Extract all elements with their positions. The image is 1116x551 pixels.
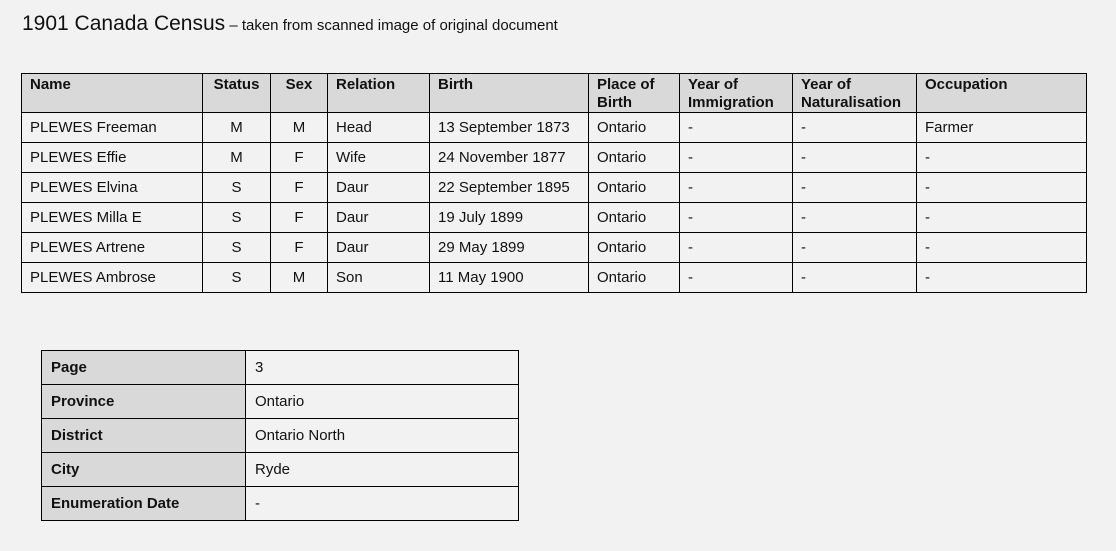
cell-status: S [203, 233, 271, 263]
cell-name: PLEWES Ambrose [22, 263, 203, 293]
table-row [22, 113, 1087, 143]
cell-sex: M [271, 263, 328, 293]
details-label: District [42, 419, 246, 453]
cell-year-of-naturalisation: - [793, 233, 917, 263]
details-row-enumeration-date [42, 487, 519, 521]
cell-birth: 13 September 1873 [430, 113, 589, 143]
cell-occupation: - [917, 203, 1087, 233]
cell-relation: Daur [328, 233, 430, 263]
table-row [22, 173, 1087, 203]
cell-sex: F [271, 143, 328, 173]
cell-place-of-birth: Ontario [589, 233, 680, 263]
cell-year-of-naturalisation: - [793, 263, 917, 293]
cell-status: S [203, 203, 271, 233]
cell-occupation: - [917, 143, 1087, 173]
details-label: Province [42, 385, 246, 419]
cell-relation: Wife [328, 143, 430, 173]
cell-place-of-birth: Ontario [589, 203, 680, 233]
details-label: Enumeration Date [42, 487, 246, 521]
col-header-birth: Birth [430, 74, 589, 113]
col-header-relation: Relation [328, 74, 430, 113]
cell-occupation: - [917, 263, 1087, 293]
census-details-table [41, 350, 519, 521]
cell-relation: Son [328, 263, 430, 293]
cell-place-of-birth: Ontario [589, 143, 680, 173]
table-row [22, 233, 1087, 263]
cell-year-of-naturalisation: - [793, 203, 917, 233]
cell-place-of-birth: Ontario [589, 173, 680, 203]
page-title-main: 1901 Canada Census [22, 12, 226, 35]
cell-birth: 19 July 1899 [430, 203, 589, 233]
cell-sex: F [271, 203, 328, 233]
table-row [22, 263, 1087, 293]
cell-name: PLEWES Artrene [22, 233, 203, 263]
cell-year-of-immigration: - [680, 233, 793, 263]
table-row [22, 143, 1087, 173]
cell-year-of-naturalisation: - [793, 143, 917, 173]
table-row [22, 203, 1087, 233]
page-title [22, 12, 558, 36]
details-value: Ontario [246, 385, 519, 419]
col-header-name: Name [22, 74, 203, 113]
page-title-subtitle: – taken from scanned image of original document [225, 17, 558, 34]
details-row-city [42, 453, 519, 487]
cell-year-of-immigration: - [680, 143, 793, 173]
cell-name: PLEWES Freeman [22, 113, 203, 143]
cell-birth: 29 May 1899 [430, 233, 589, 263]
cell-year-of-immigration: - [680, 263, 793, 293]
cell-occupation: - [917, 173, 1087, 203]
details-label: Page [42, 351, 246, 385]
cell-year-of-naturalisation: - [793, 113, 917, 143]
details-row-page [42, 351, 519, 385]
cell-status: S [203, 263, 271, 293]
cell-occupation: - [917, 233, 1087, 263]
details-value: Ontario North [246, 419, 519, 453]
cell-place-of-birth: Ontario [589, 113, 680, 143]
cell-year-of-immigration: - [680, 203, 793, 233]
cell-occupation: Farmer [917, 113, 1087, 143]
details-value: - [246, 487, 519, 521]
col-header-sex: Sex [271, 74, 328, 113]
cell-sex: F [271, 233, 328, 263]
cell-relation: Head [328, 113, 430, 143]
cell-sex: F [271, 173, 328, 203]
cell-year-of-naturalisation: - [793, 173, 917, 203]
col-header-place-of-birth: Place of Birth [589, 74, 680, 113]
cell-relation: Daur [328, 173, 430, 203]
col-header-year-of-naturalisation: Year of Naturalisation [793, 74, 917, 113]
details-value: 3 [246, 351, 519, 385]
details-value: Ryde [246, 453, 519, 487]
cell-year-of-immigration: - [680, 113, 793, 143]
census-table [21, 73, 1087, 293]
cell-sex: M [271, 113, 328, 143]
col-header-year-of-immigration: Year of Immigration [680, 74, 793, 113]
cell-status: M [203, 113, 271, 143]
census-header-row [22, 74, 1087, 113]
details-row-province [42, 385, 519, 419]
cell-name: PLEWES Effie [22, 143, 203, 173]
cell-name: PLEWES Milla E [22, 203, 203, 233]
cell-name: PLEWES Elvina [22, 173, 203, 203]
cell-status: S [203, 173, 271, 203]
cell-relation: Daur [328, 203, 430, 233]
cell-birth: 11 May 1900 [430, 263, 589, 293]
details-label: City [42, 453, 246, 487]
col-header-status: Status [203, 74, 271, 113]
cell-birth: 24 November 1877 [430, 143, 589, 173]
cell-status: M [203, 143, 271, 173]
details-row-district [42, 419, 519, 453]
col-header-occupation: Occupation [917, 74, 1087, 113]
cell-birth: 22 September 1895 [430, 173, 589, 203]
cell-place-of-birth: Ontario [589, 263, 680, 293]
cell-year-of-immigration: - [680, 173, 793, 203]
